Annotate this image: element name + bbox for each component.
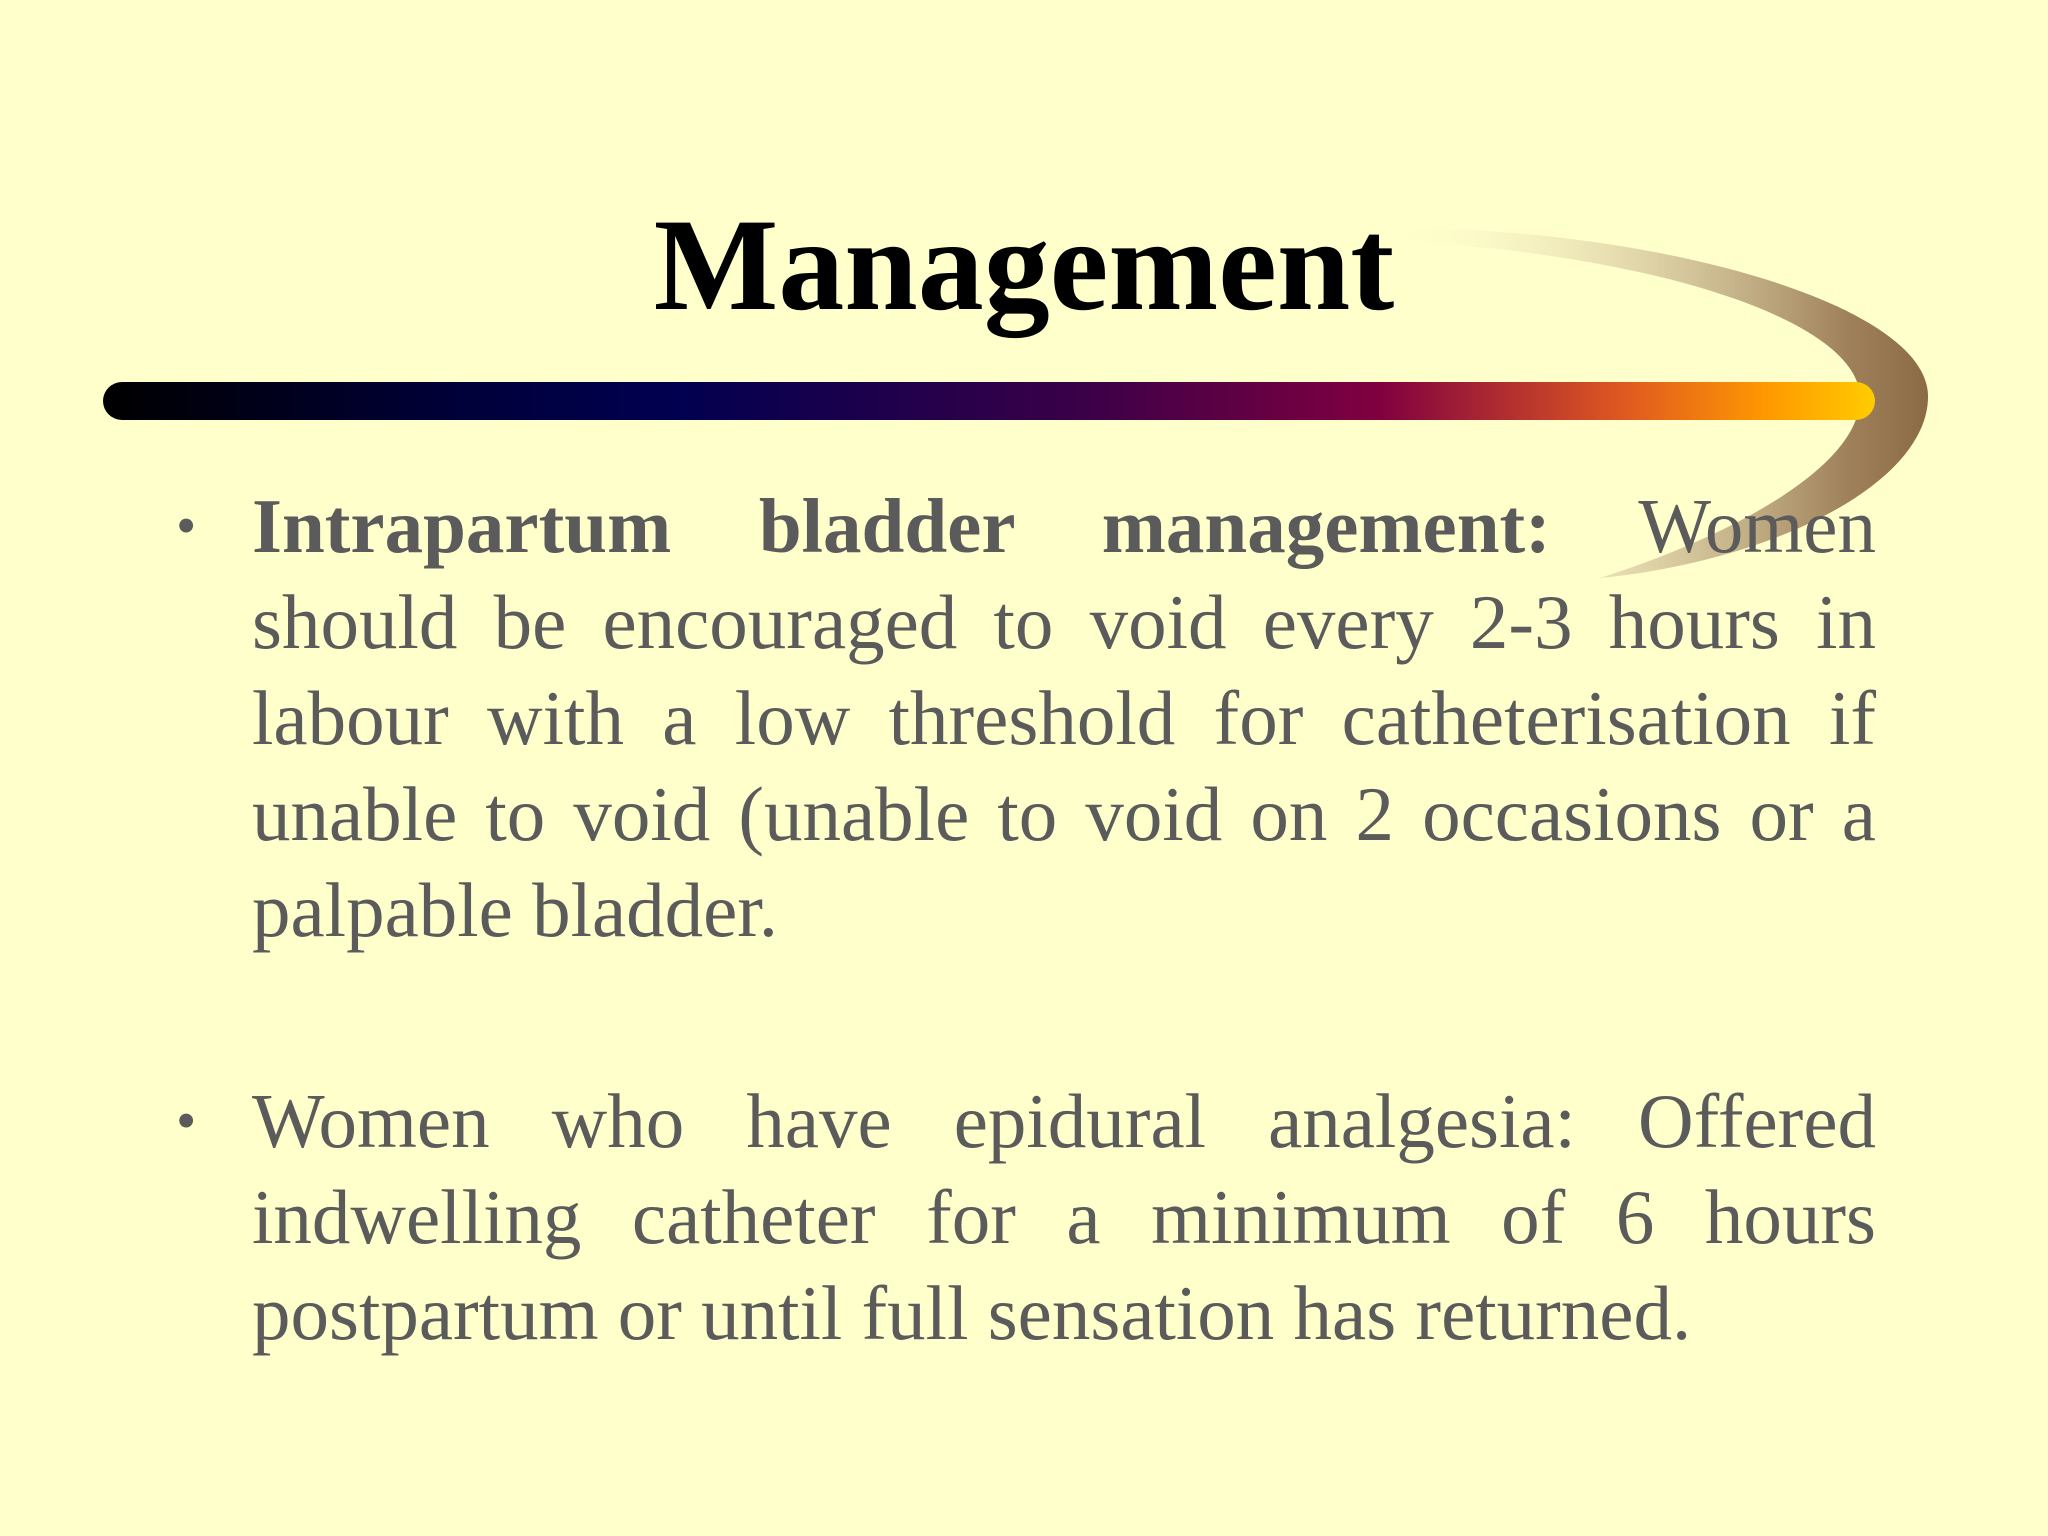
bullet-list [176, 478, 1876, 1361]
gradient-bar [103, 382, 1875, 420]
bullet-body-text: Women should be encouraged to void every 2-3 hours in labour with a low threshold for catheterisation if unable to void (unable to void on 2 occasions or a palpable bladder. [252, 483, 1876, 953]
slide-title: Management [653, 191, 1395, 338]
bullet-body-text: Women who have epidural analgesia: Offered indwelling catheter for a minimum of 6 hours postpartum or until full sensation has returned. [252, 1078, 1876, 1356]
bullet-item-intrapartum [176, 478, 1876, 958]
bullet-dot-icon: • [176, 1088, 197, 1153]
bullet-dot-icon: • [176, 493, 197, 558]
bullet-lead-text: Intrapartum bladder management: [252, 483, 1639, 569]
bullet-item-epidural [176, 1073, 1876, 1361]
